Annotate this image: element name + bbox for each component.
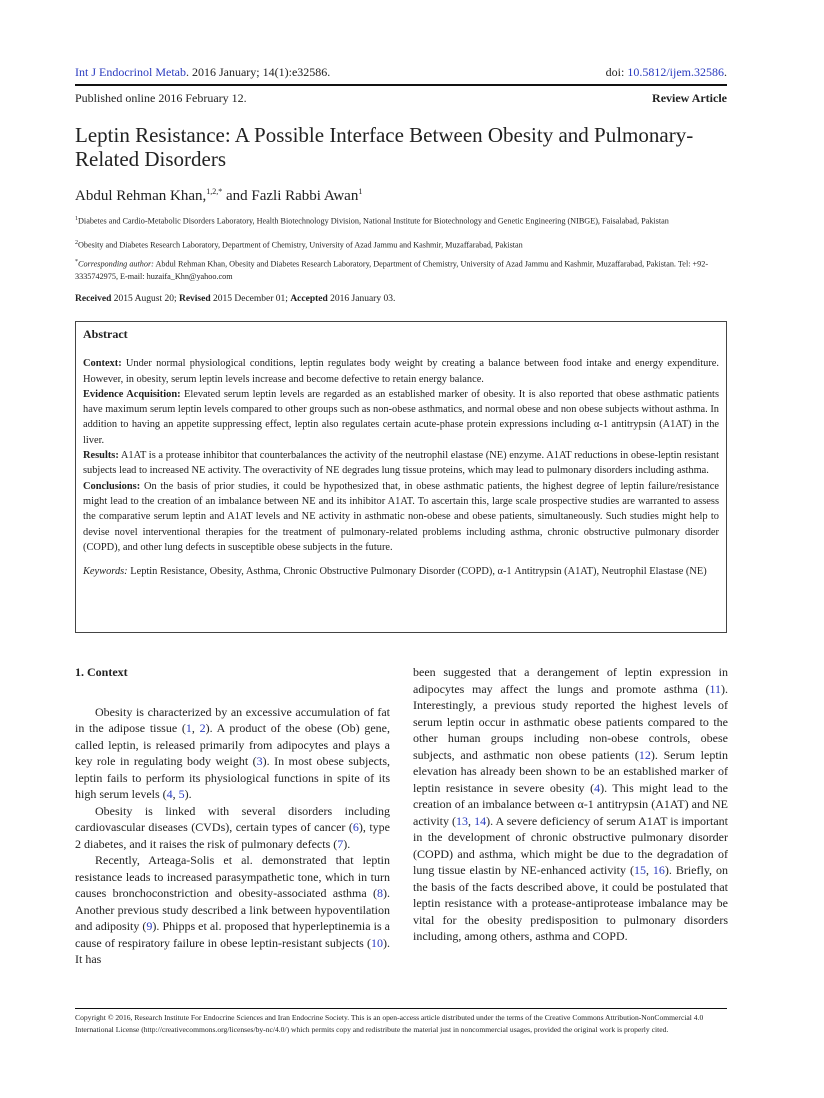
published-date: Published online 2016 February 12. [75,91,247,105]
article-title: Leptin Resistance: A Possible Interface Between Obesity and Pulmonary-Related Disorders [75,123,694,171]
paragraph-text: , [468,813,475,828]
body-paragraph [75,852,390,968]
paragraph-text: , [191,721,200,735]
authors: Abdul Rehman Khan,$^{1,2,*}$ and Fazli Rabbi Awan$^1$ [75,187,363,204]
doi: doi: 10.5812/ijem.32586. [605,65,727,79]
citation-link[interactable]: 5 [178,787,185,801]
abstract-box [75,321,727,633]
citation-link[interactable]: 8 [377,886,383,900]
paragraph-text: been suggested that a derangement of leptin expression in adipocytes may affect the lungs and promote asthma ( [413,665,728,696]
corresponding-author: *Corresponding author: Abdul Rehman Khan, Obesity and Diabetes Research Laboratory, Department of Chemistry, University of Azad Jammu and Kashmir, Muzaffarabad, Pakistan. Tel: +92-3335742975, E-mail: huzaifa_Khn@yahoo.com [75,259,709,281]
citation-link[interactable]: 15 [633,863,646,877]
paragraph-text: ). [184,787,192,801]
paragraph-text: ). This might lead to the creation of an imbalance between α-1 antitrypsin (A1AT) and NE activity ( [413,780,728,828]
paragraph-text: ). It has [75,935,390,966]
citation-link[interactable]: 13 [456,813,469,828]
body-column-right [413,664,728,945]
citation-link[interactable]: 16 [652,863,665,877]
paragraph-text: ). A product of the obese (Ob) gene, called leptin, is released primarily from adipocytes and plays a key role in regulating body weight ( [75,721,390,768]
paragraph-text: Recently, Arteaga-Solis et al. demonstrated that leptin resistance leads to increased parasympathetic tone, which in turn causes bronchoconstriction and obesity-associated asthma ( [75,853,390,900]
paragraph-text: ). [343,836,351,851]
citation-link[interactable]: 3 [256,754,263,768]
paragraph-text: ). Serum leptin elevation has already been shown to be an established marker of leptin resistance in severe obesity ( [413,747,728,795]
running-header [75,65,727,80]
abstract-conclusions: Conclusions: On the basis of prior studies, it could be hypothesized that, in obese asthmatic patients, the highest degree of leptin failure/resistance might lead to the creation of an imbalance between NE and its inhibitor A1AT. To ascertain this, large scale prospective studies are warranted to assess the comparative serum leptin and A1AT levels and NE activity in asthmatic non-obese and obese patients, simultaneously. Such studies might help to devise novel interventional therapies for the treatment of pulmonary-related problems including asthma, chronic obstructive pulmonary disorder (COPD), and other lung defects in susceptible obese subjects in the future. [83,480,719,553]
affiliation-2: $^2$Obesity and Diabetes Research Laboratory, Department of Chemistry, University of Azad Jammu and Kashmir, Muzaffarabad, Pakistan [75,240,523,250]
section-heading: 1. Context [75,665,128,679]
right-paragraphs [413,664,728,945]
paragraph-text: ). Another previous study described a link between hypoventilation and adiposity ( [75,886,390,933]
citation-link[interactable]: 14 [474,813,487,828]
citation-link[interactable]: 12 [638,747,651,762]
journal-link[interactable]: Int J Endocrinol Metab [75,65,186,79]
header-rule [75,84,727,86]
publication-info [75,91,727,106]
body-paragraph [75,704,390,803]
paragraph-text: , [172,787,179,801]
keywords: Keywords: Leptin Resistance, Obesity, Asthma, Chronic Obstructive Pulmonary Disorder (COPD), α-1 Antitrypsin (A1AT), Neutrophil Elastase (NE) [83,566,707,578]
copyright-footer: Copyright © 2016, Research Institute For Endocrine Sciences and Iran Endocrine Society. This is an open-access article distributed under the terms of the Creative Commons Attribution-NonCommercial 4.0 International License (http://creativecommons.org/licenses/by-nc/4.0/) which permits copy and redistribute the material just in noncommercial usages, provided the original work is properly cited. [75,1013,704,1034]
abstract-evidence: Evidence Acquisition: Elevated serum leptin levels are regarded as an established marker of obesity. It is also reported that obese asthmatic patients have maximum serum leptin levels compared to other groups such as non-obese asthmatics, and normal obese and non obese subjects without asthma. In addition to having an appetite suppressing effect, leptin also regulates certain acute-phase protein expressions including α-1 antitrypsin (A1AT) in the liver. [83,388,719,446]
left-paragraphs [75,704,390,968]
paragraph-text: ), type 2 diabetes, and it raises the risk of pulmonary defects ( [75,820,391,851]
journal-citation: Int J Endocrinol Metab. 2016 January; 14(1):e32586. [75,65,331,79]
citation-link[interactable]: 6 [352,820,359,834]
article-dates: Received 2015 August 20; Revised 2015 December 01; Accepted 2016 January 03. [75,294,396,304]
body-paragraph [75,803,390,853]
citation-link[interactable]: 2 [199,721,206,735]
citation-link[interactable]: 1 [185,721,192,735]
abstract-heading: Abstract [83,327,128,341]
citation-link[interactable]: 9 [146,919,153,933]
paragraph-text: ). Interestingly, a previous study reported the highest levels of serum leptin occur in asthmatic obese patients compared to the other human groups including non-obese controls, obese subjects, and asthmatic non obese patients ( [413,681,728,762]
footer-rule [75,1008,727,1009]
citation-link[interactable]: 11 [709,681,721,696]
body-paragraph [413,664,728,945]
paragraph-text: , [645,863,653,877]
citation-link[interactable]: 4 [594,780,601,795]
paragraph-text: ). Briefly, on the basis of the facts described above, it could be postulated that leptin resistance with a protease-antiprotease imbalance may be vital for the obesity predisposition to pulmonary disorders including, among others, asthma and COPD. [413,863,729,943]
paragraph-text: Obesity is linked with several disorders including cardiovascular diseases (CVDs), certain types of cancer ( [75,803,390,834]
abstract-context: Context: Under normal physiological conditions, leptin regulates body weight by creating a balance between food intake and energy expenditure. However, in obesity, serum leptin levels increase and become defective to retain energy balance. [83,358,719,385]
abstract-results: Results: A1AT is a protease inhibitor that counterbalances the activity of the neutrophil elastase (NE) enzyme. A1AT reductions in obese-leptin resistant subjects lead to increased NE activity. The overactivity of NE degrades lung tissue proteins, which may lead to pulmonary disorders including asthma. [83,450,719,477]
article-type: Review Article [652,91,727,105]
paragraph-text: ). A severe deficiency of serum A1AT is important in the development of chronic obstructive pulmonary disorder (COPD) and asthma, which might be due to the degradation of lung tissue elastin by NE-enhanced activity ( [413,813,728,877]
paragraph-text: ). Phipps et al. proposed that hyperleptinemia is a cause of respiratory failure in obese leptin-resistant subjects ( [75,919,390,950]
paragraph-text: ). In most obese subjects, leptin fails to perform its physiological functions in spite of its high serum levels ( [75,754,391,801]
citation-link[interactable]: 10 [371,935,383,950]
paragraph-text: Obesity is characterized by an excessive accumulation of fat in the adipose tissue ( [75,704,390,735]
affiliation-1: $^1$Diabetes and Cardio-Metabolic Disorders Laboratory, Health Biotechnology Division, National Institute for Biotechnology and Genetic Engineering (NIBGE), Faisalabad, Pakistan [75,216,669,226]
body-column-left [75,664,390,968]
doi-link[interactable]: 10.5812/ijem.32586 [627,65,724,79]
citation-link[interactable]: 7 [337,836,344,851]
citation-link[interactable]: 4 [166,787,173,801]
